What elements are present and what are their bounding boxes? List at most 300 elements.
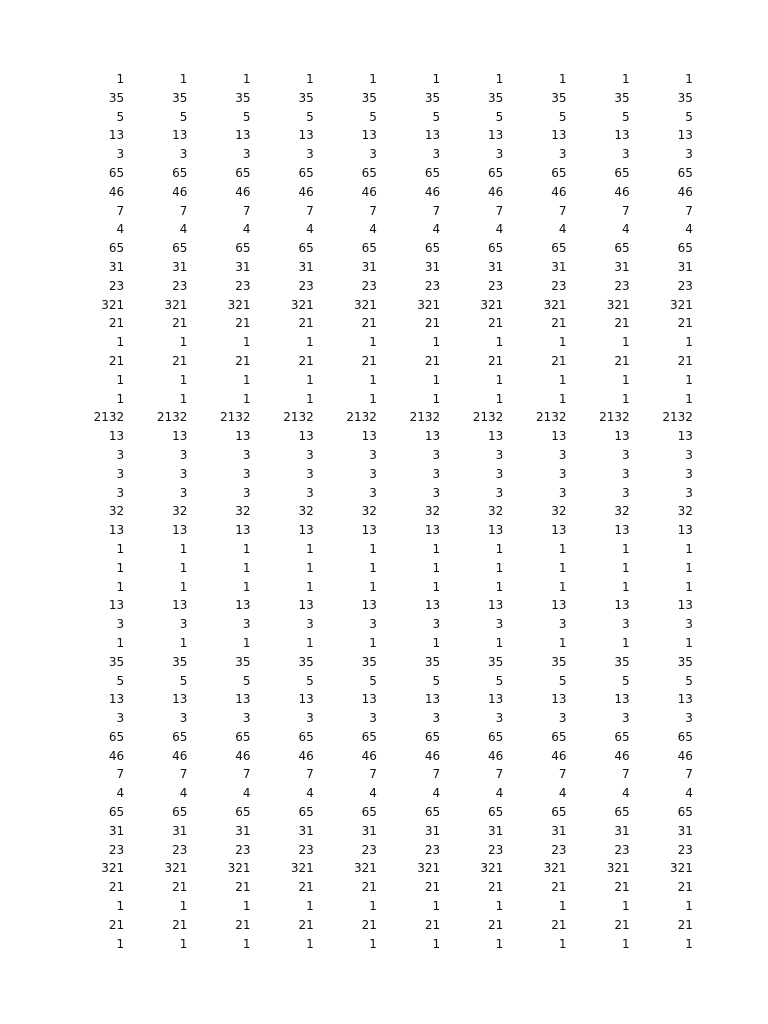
- table-cell: 21: [172, 353, 188, 368]
- table-cell: 21: [677, 316, 693, 331]
- table-cell: 7: [685, 767, 693, 782]
- table-cell: 7: [622, 767, 630, 782]
- table-cell: 1: [242, 579, 251, 594]
- table-cell: 1: [495, 391, 504, 406]
- table-cell: 31: [424, 259, 441, 274]
- table-cell: 1: [369, 335, 377, 350]
- table-cell: 321: [669, 297, 693, 312]
- table-cell: 1: [495, 899, 504, 914]
- table-row: [0, 352, 768, 371]
- table-cell: 7: [558, 767, 567, 782]
- table-row: [0, 371, 768, 390]
- table-row: [0, 935, 768, 954]
- table-row: [0, 841, 768, 860]
- table-cell: 1: [685, 635, 693, 650]
- table-cell: 321: [354, 297, 377, 312]
- table-cell: 65: [614, 241, 630, 256]
- table-cell: 3: [495, 485, 504, 500]
- table-cell: 65: [677, 241, 693, 256]
- table-row: [0, 333, 768, 352]
- table-cell: 1: [369, 560, 377, 575]
- table-cell: 1: [242, 335, 251, 350]
- table-cell: 321: [101, 297, 125, 312]
- table-cell: 1: [432, 372, 441, 387]
- table-cell: 3: [116, 147, 125, 162]
- table-cell: 65: [424, 165, 441, 180]
- table-cell: 1: [558, 579, 567, 594]
- table-cell: 23: [424, 842, 441, 857]
- table-cell: 32: [361, 504, 377, 519]
- table-cell: 1: [432, 635, 441, 650]
- table-cell: 1: [432, 560, 441, 575]
- table-cell: 46: [361, 184, 377, 199]
- table-cell: 23: [551, 278, 567, 293]
- table-cell: 21: [614, 316, 630, 331]
- table-cell: 35: [614, 654, 630, 669]
- table-cell: 13: [361, 692, 377, 707]
- table-cell: 1: [116, 635, 125, 650]
- table-cell: 21: [488, 353, 504, 368]
- table-cell: 35: [677, 90, 693, 105]
- table-cell: 65: [172, 241, 188, 256]
- table-cell: 321: [101, 861, 125, 876]
- table-cell: 65: [551, 729, 567, 744]
- table-cell: 31: [551, 823, 567, 838]
- table-cell: 4: [685, 786, 693, 801]
- table-cell: 21: [361, 353, 377, 368]
- table-cell: 7: [622, 203, 630, 218]
- table-cell: 31: [488, 259, 504, 274]
- table-cell: 321: [669, 861, 693, 876]
- table-cell: 65: [424, 805, 441, 820]
- table-cell: 13: [551, 598, 567, 613]
- table-cell: 1: [558, 635, 567, 650]
- table-cell: 65: [235, 729, 251, 744]
- table-cell: 3: [116, 711, 125, 726]
- table-cell: 31: [108, 259, 125, 274]
- table-cell: 13: [677, 598, 693, 613]
- table-cell: 1: [622, 72, 630, 86]
- table-cell: 35: [551, 654, 567, 669]
- table-cell: 65: [108, 241, 125, 256]
- table-cell: 2132: [93, 410, 125, 425]
- table-cell: 13: [614, 523, 630, 538]
- table-cell: 1: [685, 391, 693, 406]
- table-cell: 321: [227, 861, 251, 876]
- table-cell: 21: [298, 316, 314, 331]
- table-cell: 1: [685, 372, 693, 387]
- table-cell: 46: [298, 184, 314, 199]
- table-cell: 23: [551, 842, 567, 857]
- table-cell: 31: [298, 823, 314, 838]
- table-cell: 23: [298, 842, 314, 857]
- table-cell: 13: [108, 598, 125, 613]
- table-cell: 4: [116, 786, 125, 801]
- table-cell: 46: [108, 748, 125, 763]
- table-cell: 21: [551, 316, 567, 331]
- table-cell: 21: [677, 917, 693, 932]
- table-cell: 31: [235, 823, 251, 838]
- table-row: [0, 765, 768, 784]
- table-cell: 4: [685, 222, 693, 237]
- table-cell: 13: [235, 598, 251, 613]
- table-cell: 23: [614, 842, 630, 857]
- table-cell: 21: [677, 353, 693, 368]
- table-cell: 1: [116, 372, 125, 387]
- table-cell: 3: [369, 466, 377, 481]
- table-cell: 46: [677, 748, 693, 763]
- table-cell: 1: [179, 391, 188, 406]
- table-cell: 1: [622, 579, 630, 594]
- table-cell: 1: [495, 541, 504, 556]
- table-cell: 32: [235, 504, 251, 519]
- table-cell: 21: [551, 917, 567, 932]
- table-cell: 1: [369, 635, 377, 650]
- table-cell: 21: [298, 880, 314, 895]
- table-cell: 2132: [662, 410, 693, 425]
- table-cell: 1: [558, 372, 567, 387]
- table-cell: 13: [172, 523, 188, 538]
- table-cell: 13: [424, 429, 441, 444]
- table-row: [0, 653, 768, 672]
- table-cell: 2132: [156, 410, 188, 425]
- table-cell: 1: [306, 560, 314, 575]
- table-cell: 7: [558, 203, 567, 218]
- table-cell: 4: [622, 786, 630, 801]
- table-cell: 1: [495, 72, 504, 86]
- table-cell: 21: [361, 917, 377, 932]
- table-cell: 46: [551, 748, 567, 763]
- table-cell: 21: [424, 917, 441, 932]
- table-cell: 31: [172, 259, 188, 274]
- table-row: [0, 747, 768, 766]
- table-cell: 1: [369, 936, 377, 951]
- table-cell: 13: [172, 692, 188, 707]
- table-cell: 65: [488, 729, 504, 744]
- table-cell: 5: [432, 673, 441, 688]
- table-cell: 321: [354, 861, 377, 876]
- table-cell: 3: [622, 147, 630, 162]
- table-cell: 13: [298, 692, 314, 707]
- table-cell: 21: [235, 880, 251, 895]
- table-cell: 23: [235, 842, 251, 857]
- table-cell: 35: [361, 90, 377, 105]
- table-cell: 23: [172, 278, 188, 293]
- table-row: [0, 916, 768, 935]
- table-cell: 4: [306, 786, 314, 801]
- table-cell: 35: [488, 654, 504, 669]
- table-cell: 5: [116, 673, 125, 688]
- table-row: [0, 878, 768, 897]
- table-cell: 46: [361, 748, 377, 763]
- table-cell: 13: [361, 429, 377, 444]
- table-cell: 4: [116, 222, 125, 237]
- table-cell: 4: [558, 222, 567, 237]
- table-cell: 3: [306, 617, 314, 632]
- table-cell: 1: [369, 579, 377, 594]
- table-cell: 1: [306, 579, 314, 594]
- table-cell: 13: [551, 523, 567, 538]
- table-cell: 65: [361, 165, 377, 180]
- table-cell: 46: [298, 748, 314, 763]
- table-cell: 7: [369, 767, 377, 782]
- table-cell: 1: [179, 335, 188, 350]
- table-cell: 23: [361, 278, 377, 293]
- table-cell: 31: [424, 823, 441, 838]
- table-cell: 7: [116, 203, 125, 218]
- table-cell: 5: [495, 673, 504, 688]
- table-cell: 4: [242, 222, 251, 237]
- table-cell: 1: [369, 899, 377, 914]
- table-cell: 46: [172, 184, 188, 199]
- table-cell: 32: [424, 504, 441, 519]
- table-row: [0, 408, 768, 427]
- table-cell: 7: [495, 203, 504, 218]
- table-cell: 5: [179, 673, 188, 688]
- table-cell: 1: [432, 335, 441, 350]
- table-cell: 23: [235, 278, 251, 293]
- table-row: [0, 164, 768, 183]
- table-cell: 1: [685, 936, 693, 951]
- table-cell: 13: [488, 692, 504, 707]
- table-cell: 13: [677, 429, 693, 444]
- table-cell: 1: [242, 391, 251, 406]
- table-cell: 1: [306, 335, 314, 350]
- table-cell: 321: [606, 861, 630, 876]
- table-cell: 7: [242, 767, 251, 782]
- table-cell: 1: [179, 936, 188, 951]
- table-cell: 4: [179, 786, 188, 801]
- table-cell: 35: [677, 654, 693, 669]
- table-cell: 65: [361, 805, 377, 820]
- table-cell: 1: [369, 391, 377, 406]
- table-row: [0, 672, 768, 691]
- table-row: [0, 784, 768, 803]
- table-cell: 31: [108, 823, 125, 838]
- table-cell: 65: [361, 241, 377, 256]
- table-cell: 1: [432, 541, 441, 556]
- table-cell: 1: [432, 936, 441, 951]
- table-cell: 1: [495, 560, 504, 575]
- table-cell: 13: [108, 429, 125, 444]
- table-cell: 31: [614, 259, 630, 274]
- table-row: [0, 690, 768, 709]
- table-cell: 321: [227, 297, 251, 312]
- table-row: [0, 728, 768, 747]
- table-cell: 3: [242, 485, 251, 500]
- table-cell: 46: [424, 748, 441, 763]
- table-cell: 3: [369, 485, 377, 500]
- table-cell: 65: [298, 165, 314, 180]
- table-cell: 13: [235, 128, 251, 143]
- table-cell: 65: [614, 805, 630, 820]
- table-cell: 1: [242, 899, 251, 914]
- table-row: [0, 314, 768, 333]
- table-cell: 1: [306, 635, 314, 650]
- table-cell: 21: [424, 880, 441, 895]
- table-cell: 321: [480, 297, 504, 312]
- table-cell: 21: [108, 880, 125, 895]
- table-cell: 1: [558, 899, 567, 914]
- table-cell: 21: [361, 316, 377, 331]
- table-cell: 13: [298, 128, 314, 143]
- table-cell: 3: [432, 147, 441, 162]
- table-cell: 3: [495, 466, 504, 481]
- table-row: [0, 615, 768, 634]
- table-cell: 3: [685, 711, 693, 726]
- table-cell: 321: [164, 861, 188, 876]
- table-cell: 1: [622, 335, 630, 350]
- table-cell: 13: [488, 128, 504, 143]
- table-cell: 5: [306, 673, 314, 688]
- table-cell: 3: [432, 466, 441, 481]
- table-cell: 35: [488, 90, 504, 105]
- table-cell: 65: [172, 165, 188, 180]
- table-cell: 1: [558, 936, 567, 951]
- table-cell: 23: [614, 278, 630, 293]
- table-cell: 5: [306, 109, 314, 124]
- table-cell: 2132: [283, 410, 314, 425]
- table-cell: 3: [685, 617, 693, 632]
- table-cell: 7: [306, 767, 314, 782]
- table-cell: 65: [172, 729, 188, 744]
- table-cell: 32: [172, 504, 188, 519]
- table-cell: 3: [306, 147, 314, 162]
- table-cell: 35: [108, 654, 125, 669]
- table-cell: 3: [495, 147, 504, 162]
- table-cell: 21: [551, 353, 567, 368]
- table-cell: 21: [551, 880, 567, 895]
- table-cell: 65: [551, 165, 567, 180]
- table-cell: 13: [424, 598, 441, 613]
- table-cell: 3: [116, 617, 125, 632]
- table-cell: 13: [298, 598, 314, 613]
- table-cell: 3: [242, 447, 251, 462]
- table-cell: 35: [235, 654, 251, 669]
- table-cell: 3: [432, 711, 441, 726]
- table-row: [0, 559, 768, 578]
- table-cell: 1: [558, 560, 567, 575]
- table-cell: 65: [298, 729, 314, 744]
- table-cell: 21: [235, 353, 251, 368]
- table-cell: 4: [495, 786, 504, 801]
- table-row: [0, 145, 768, 164]
- table-cell: 13: [488, 523, 504, 538]
- table-cell: 13: [235, 692, 251, 707]
- table-cell: 1: [622, 560, 630, 575]
- table-cell: 21: [298, 917, 314, 932]
- table-cell: 3: [242, 711, 251, 726]
- table-cell: 31: [235, 259, 251, 274]
- table-cell: 13: [677, 128, 693, 143]
- table-cell: 35: [361, 654, 377, 669]
- table-cell: 3: [558, 485, 567, 500]
- table-cell: 31: [488, 823, 504, 838]
- table-cell: 2132: [220, 410, 251, 425]
- table-cell: 321: [290, 297, 314, 312]
- table-cell: 21: [424, 353, 441, 368]
- table-cell: 3: [495, 617, 504, 632]
- table-cell: 7: [242, 203, 251, 218]
- table-cell: 3: [369, 711, 377, 726]
- table-cell: 21: [488, 917, 504, 932]
- table-cell: 1: [179, 372, 188, 387]
- table-cell: 65: [488, 165, 504, 180]
- table-cell: 35: [424, 654, 441, 669]
- table-row: [0, 596, 768, 615]
- table-cell: 1: [622, 635, 630, 650]
- table-cell: 7: [685, 203, 693, 218]
- table-cell: 65: [424, 729, 441, 744]
- table-cell: 31: [551, 259, 567, 274]
- table-cell: 3: [558, 711, 567, 726]
- table-cell: 1: [558, 391, 567, 406]
- table-cell: 321: [290, 861, 314, 876]
- table-cell: 21: [108, 316, 125, 331]
- table-cell: 321: [417, 297, 441, 312]
- table-cell: 32: [298, 504, 314, 519]
- table-cell: 5: [369, 673, 377, 688]
- table-row: [0, 521, 768, 540]
- table-cell: 21: [108, 353, 125, 368]
- table-cell: 3: [685, 466, 693, 481]
- table-cell: 13: [488, 429, 504, 444]
- table-cell: 7: [116, 767, 125, 782]
- table-cell: 7: [179, 767, 188, 782]
- table-row: [0, 540, 768, 559]
- table-cell: 32: [488, 504, 504, 519]
- table-cell: 2132: [535, 410, 567, 425]
- table-cell: 21: [488, 316, 504, 331]
- table-cell: 65: [614, 165, 630, 180]
- table-row: [0, 822, 768, 841]
- table-cell: 32: [614, 504, 630, 519]
- table-row: [0, 859, 768, 878]
- table-cell: 1: [685, 541, 693, 556]
- table-cell: 3: [369, 447, 377, 462]
- table-cell: 3: [116, 466, 125, 481]
- table-cell: 3: [116, 485, 125, 500]
- table-cell: 65: [677, 729, 693, 744]
- table-cell: 1: [306, 541, 314, 556]
- table-cell: 3: [685, 147, 693, 162]
- table-cell: 321: [606, 297, 630, 312]
- table-cell: 46: [614, 748, 630, 763]
- table-cell: 5: [685, 109, 693, 124]
- table-cell: 321: [543, 297, 567, 312]
- table-cell: 13: [108, 128, 125, 143]
- table-cell: 23: [108, 278, 125, 293]
- table-cell: 3: [369, 147, 377, 162]
- table-cell: 1: [432, 579, 441, 594]
- table-cell: 3: [558, 147, 567, 162]
- table-cell: 3: [558, 447, 567, 462]
- table-cell: 31: [677, 259, 693, 274]
- table-cell: 2132: [346, 410, 377, 425]
- table-cell: 3: [179, 147, 188, 162]
- table-cell: 13: [614, 128, 630, 143]
- table-cell: 3: [116, 447, 125, 462]
- table-cell: 13: [235, 523, 251, 538]
- table-cell: 46: [235, 184, 251, 199]
- table-cell: 65: [108, 805, 125, 820]
- table-cell: 1: [622, 541, 630, 556]
- table-cell: 1: [558, 541, 567, 556]
- table-cell: 13: [108, 692, 125, 707]
- table-cell: 1: [116, 936, 125, 951]
- table-row: [0, 258, 768, 277]
- table-cell: 65: [424, 241, 441, 256]
